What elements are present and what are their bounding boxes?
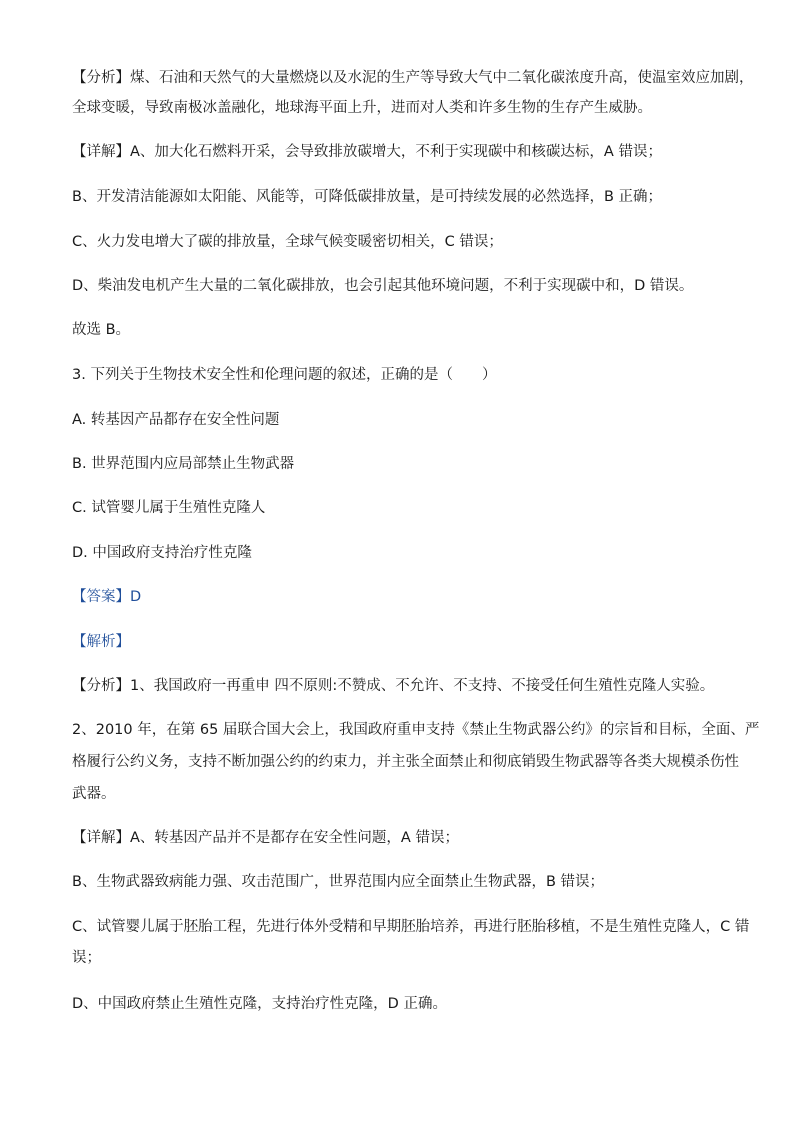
detail-line-a: 【详解】A、加大化石燃料开采，会导致排放碳增大，不利于实现碳中和核碳达标，A 错误； <box>72 144 662 160</box>
detail-line-d: D、柴油发电机产生大量的二氧化碳排放，也会引起其他环境问题，不利于实现碳中和，D 错误。 <box>72 278 694 294</box>
explanation-heading: 【解析】 <box>72 634 130 650</box>
analysis-3-line-4: 武器。 <box>72 786 116 802</box>
analysis-line-1: 【分析】煤、石油和天然气的大量燃烧以及水泥的生产等导致大气中二氧化碳浓度升高，使温室效应加剧， <box>72 70 754 86</box>
analysis-3-line-1: 【分析】1、我国政府一再重申 四不原则:不赞成、不允许、不支持、不接受任何生殖性克隆人实验。 <box>72 678 715 694</box>
detail-3-b: B、生物武器致病能力强、攻击范围广，世界范围内应全面禁止生物武器，B 错误； <box>72 874 605 890</box>
detail-3-a: 【详解】A、转基因产品并不是都存在安全性问题，A 错误； <box>72 830 459 846</box>
option-d: D. 中国政府支持治疗性克隆 <box>72 545 252 561</box>
option-c: C. 试管婴儿属于生殖性克隆人 <box>72 500 266 516</box>
analysis-line-2: 全球变暖，导致南极冰盖融化，地球海平面上升，进而对人类和许多生物的生存产生威胁。 <box>72 100 652 116</box>
option-b: B. 世界范围内应局部禁止生物武器 <box>72 456 295 472</box>
detail-line-b: B、开发清洁能源如太阳能、风能等，可降低碳排放量，是可持续发展的必然选择，B 正确； <box>72 189 663 205</box>
conclusion-line: 故选 B。 <box>72 322 131 338</box>
answer-line: 【答案】D <box>72 589 142 605</box>
detail-3-c-line-2: 误； <box>72 950 101 966</box>
detail-3-c-line-1: C、试管婴儿属于胚胎工程，先进行体外受精和早期胚胎培养，再进行胚胎移植，不是生殖性克隆人，C 错 <box>72 919 750 935</box>
question-3-stem: 3. 下列关于生物技术安全性和伦理问题的叙述，正确的是（ ） <box>72 367 497 383</box>
analysis-3-line-2: 2、2010 年，在第 65 届联合国大会上，我国政府重申支持《禁止生物武器公约》的宗旨和目标，全面、严 <box>72 722 760 738</box>
option-a: A. 转基因产品都存在安全性问题 <box>72 412 280 428</box>
detail-line-c: C、火力发电增大了碳的排放量，全球气候变暖密切相关，C 错误； <box>72 234 503 250</box>
detail-3-d: D、中国政府禁止生殖性克隆，支持治疗性克隆，D 正确。 <box>72 996 447 1012</box>
analysis-3-line-3: 格履行公约义务，支持不断加强公约的约束力，并主张全面禁止和彻底销毁生物武器等各类大规模杀伤性 <box>72 754 739 770</box>
